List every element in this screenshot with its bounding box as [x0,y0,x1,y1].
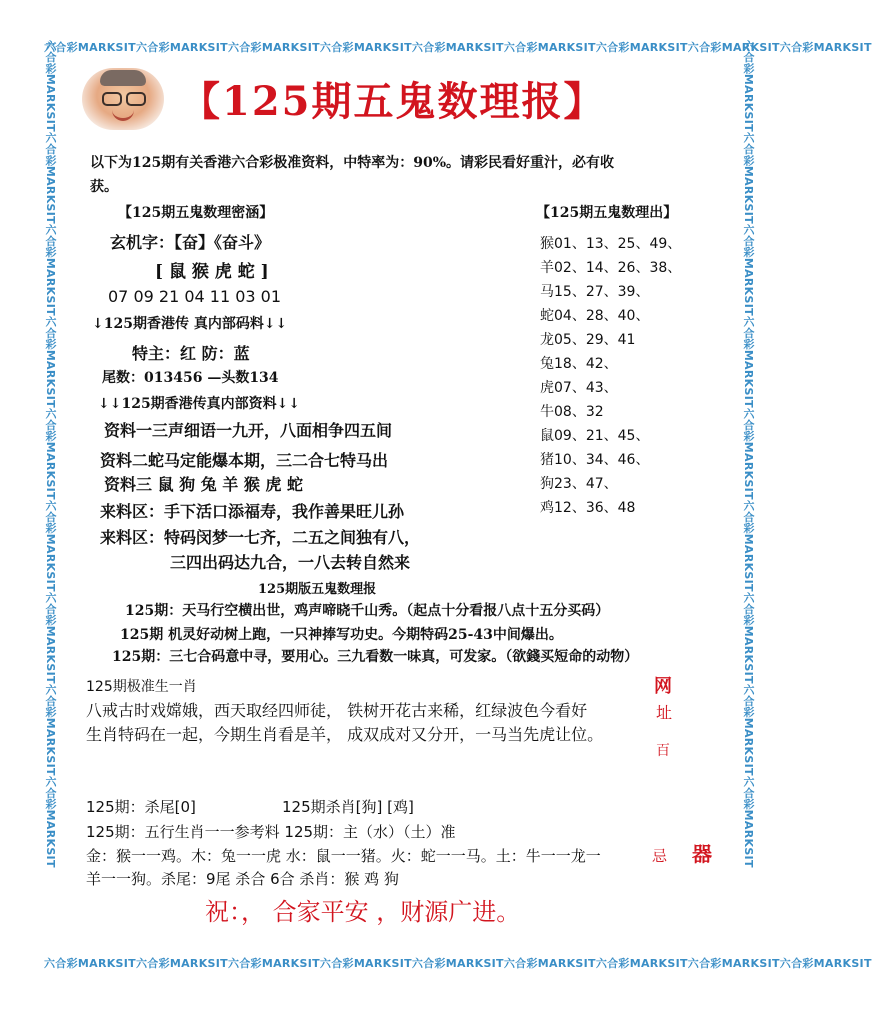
border-left: 六合彩MARKSIT六合彩MARKSIT六合彩MARKSIT六合彩MARKSIT六合彩MARKSIT六合彩MARKSIT六合彩MARKSIT六合彩MARKSIT六合彩MARKSIT [44,40,57,868]
source-2: 来料区：特码闵梦一七齐，二五之间独有八， [100,528,421,547]
xuanji-line: 玄机字：【奋】《奋斗》 [110,233,271,252]
hk-line-1: ↓125期香港传 真内部码料↓↓ [92,316,288,332]
wish-line: 祝：， 合家平安 ，财源广进。 [205,898,521,926]
zodiac-number-row: 猴01、13、25、49、 [540,236,682,252]
stamp-4: 忌 [652,847,668,865]
zodiac-number-row: 牛08、32 [540,404,604,420]
zodiac-number-row: 马15、27、39、 [540,284,650,300]
zodiac-number-row: 虎07、43、 [540,380,618,396]
kill-line: 羊一一狗。杀尾：9尾 杀合 6合 杀肖：猴 鸡 狗 [86,870,399,888]
poem-1: 125期：天马行空横出世，鸡声啼晓千山秀。（起点十分看报八点十五分买码） [125,603,610,619]
kill-tail: 125期：杀尾[0] [86,798,196,816]
right-heading: 【125期五鬼数理出】 [536,205,678,221]
zodiac-number-row: 兔18、42、 [540,356,618,372]
stamp-3: 百 [656,743,670,759]
zhu-line: 特主：红 防：蓝 [132,344,250,363]
zodiac-number-row: 蛇04、28、40、 [540,308,650,324]
source-1: 来料区：手下活口添福寿，我作善果旺儿孙 [100,502,405,521]
material-1: 资料一三声细语一九开，八面相争四五间 [104,421,393,440]
intro-line-2: 获。 [90,179,118,195]
zodiac-head: 125期极准生一肖 [86,679,197,695]
zodiac-number-row: 猪10、34、46、 [540,452,650,468]
zodiac-number-row: 鼠09、21、45、 [540,428,650,444]
source-3: 三四出码达九合，一八去转自然来 [170,553,411,572]
zodiac-number-row: 龙05、29、41 [540,332,636,348]
intro-line-1: 以下为125期有关香港六合彩极准资料，中特率为：90%。请彩民看好重汁，必有收 [90,155,615,171]
zodiac-number-row: 鸡12、36、48 [540,500,636,516]
poem-2: 125期 机灵好动树上跑，一只神捧写功史。今期特码25-43中间爆出。 [120,627,563,643]
element-line: 金：猴一一鸡。木：兔一一虎 水：鼠一一猪。火：蛇一一马。土：牛一一龙一 [86,847,601,865]
left-heading: 【125期五鬼数理密涵】 [118,205,274,221]
stamp-5: 器 [692,842,712,866]
stamp-2: 址 [656,703,673,722]
zodiac-line-1: 八戒古时戏嫦娥，西天取经四师徒， 铁树开花古来稀，红绿波色今看好 [86,701,588,720]
number-line: 07 09 21 04 11 03 01 [108,287,282,306]
material-2: 资料二蛇马定能爆本期，三二合七特马出 [100,451,389,470]
tail-line: 尾数：013456 —头数134 [102,370,279,386]
wuxing-line: 125期：五行生肖一一参考料 125期：主（水）（土）准 [86,823,456,841]
kill-animal: 125期杀肖[狗] [鸡] [282,798,414,816]
sub-heading: 125期版五鬼数理报 [258,582,377,597]
border-bottom: 六合彩MARKSIT六合彩MARKSIT六合彩MARKSIT六合彩MARKSIT六合彩MARKSIT六合彩MARKSIT六合彩MARKSIT六合彩MARKSIT六合彩MARKSIT [44,957,872,970]
material-3: 资料三 鼠 狗 兔 羊 猴 虎 蛇 [104,475,303,494]
animal-line: [ 鼠 猴 虎 蛇 ] [155,262,269,282]
border-right: 六合彩MARKSIT六合彩MARKSIT六合彩MARKSIT六合彩MARKSIT六合彩MARKSIT六合彩MARKSIT六合彩MARKSIT六合彩MARKSIT六合彩MARKSIT [742,40,755,868]
avatar [82,68,164,130]
page-title: 【125期五鬼数理报】 [180,78,606,125]
zodiac-line-2: 生肖特码在一起，今期生肖看是羊， 成双成对又分开，一马当先虎让位。 [86,725,604,744]
poem-3: 125期：三七合码意中寻，要用心。三九看数一味真，可发家。（欲錢买短命的动物） [112,649,639,665]
hk-line-2: ↓↓125期香港传真内部资料↓↓ [98,396,301,412]
zodiac-number-row: 狗23、47、 [540,476,618,492]
stamp-1: 网 [654,676,672,697]
border-top: 六合彩MARKSIT六合彩MARKSIT六合彩MARKSIT六合彩MARKSIT六合彩MARKSIT六合彩MARKSIT六合彩MARKSIT六合彩MARKSIT六合彩MARKSIT [44,41,872,54]
zodiac-number-row: 羊02、14、26、38、 [540,260,682,276]
